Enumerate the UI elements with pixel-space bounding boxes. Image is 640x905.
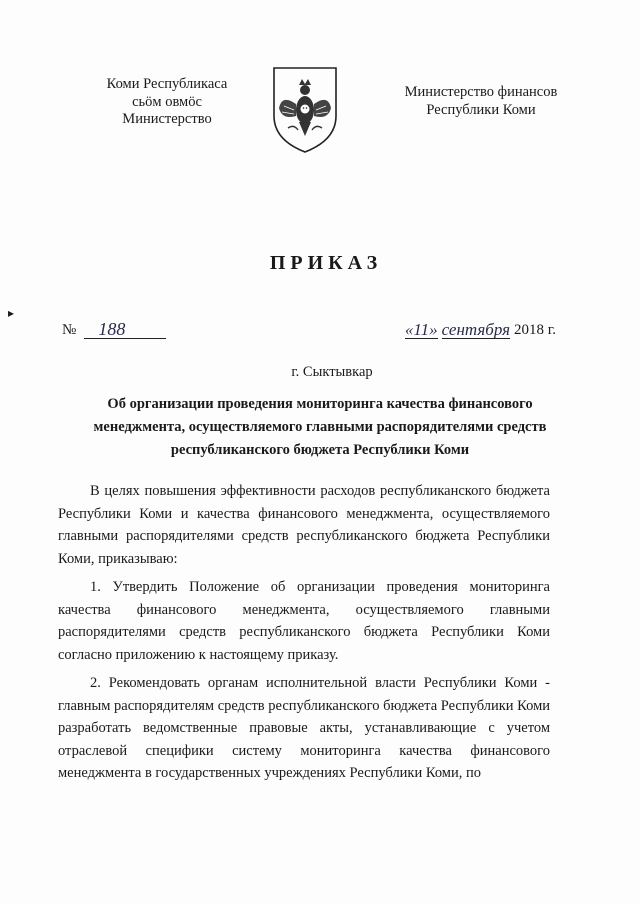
- header-right-line-2: Республики Коми: [426, 101, 536, 118]
- order-number-value: 188: [84, 320, 166, 339]
- komi-coat-of-arms-icon: [270, 64, 340, 154]
- header-left-line-3: Министерство: [122, 111, 212, 127]
- body-paragraph-3: 2. Рекомендовать органам исполнительной власти Республики Коми - главным распорядителям средств республиканского бюджета Республики Коми разработать ведомственные правовые акты, устанавливающие с учетом отраслевой специфики систему мониторинга качества финансового менеджмента в государственных учреждениях Республики Коми, по: [58, 675, 550, 781]
- header-left-line-2: сьӧм овмӧс: [132, 93, 202, 110]
- body-paragraph-2: 1. Утвердить Положение об организации проведения мониторинга качества финансового менеджмента, осуществляемого главными распорядителями средств республиканского бюджета Республики Коми согласно приложению к настоящему приказу.: [58, 579, 550, 663]
- header-ministry-name: [378, 84, 584, 119]
- document-title: ПРИКАЗ: [269, 252, 383, 274]
- header-left-line-1: Коми Республикаса: [106, 76, 228, 92]
- order-date-open: «: [404, 320, 414, 339]
- order-number: [62, 320, 166, 339]
- document-body: [58, 480, 550, 791]
- order-date-year: 2018 г.: [514, 322, 556, 338]
- document-city: г. Сыктывкар: [291, 364, 373, 380]
- document-subject: Об организации проведения мониторинга качества финансового менеджмента, осуществляемого главными распорядителями средств республиканского бюджета Республики Коми: [93, 396, 547, 458]
- header-right-line-1: Министерство финансов: [404, 84, 558, 100]
- order-number-prefix: №: [62, 322, 77, 338]
- order-date-close: »: [429, 320, 438, 339]
- margin-mark: ▸: [8, 306, 15, 320]
- body-paragraph-1: В целях повышения эффективности расходов республиканского бюджета Республики Коми и качества финансового менеджмента, осуществляемого главными распорядителями средств республиканского бюджета Республики Коми, приказываю:: [58, 483, 550, 567]
- order-date-month: сентября: [441, 320, 511, 339]
- order-date-day: 11: [413, 320, 430, 339]
- header-komi-name: [72, 76, 262, 129]
- order-date: [405, 321, 556, 339]
